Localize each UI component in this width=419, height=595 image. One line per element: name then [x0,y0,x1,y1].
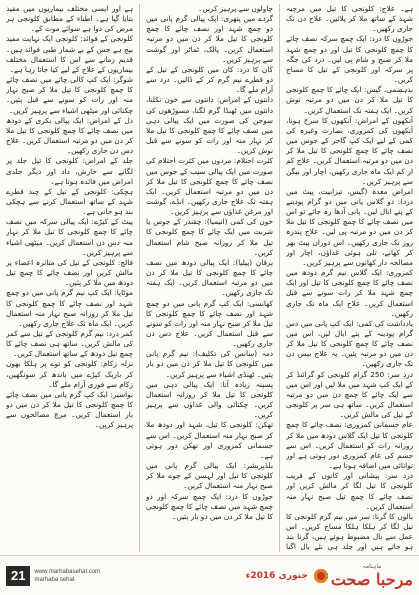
article-paragraph: نزلہ زکام: کلونجی کو توے پر ہلکا بھون کر باریک کپڑے میں باندھ کر سونگھیں، زکام سے فوری آرام ملے گا۔ [6,359,133,389]
article-paragraph: کلونجی کے فوائد: کلونجی ایک نہایت مفید بیج ہے جس کے بے شمار طبی فوائد ہیں۔ قدیم زمانے سے اس کا استعمال مختلف بیماریوں کے علاج کے لیے کیا جاتا رہا ہے۔ [6,34,133,74]
magazine-logo [314,563,413,589]
article-paragraph: خون کی کمی (انیمیا): چقندر کے جوس یا شربت میں ایک چائے کا چمچ کلونجی کا تیل ملا کر روزانہ صبح شام استعمال کریں۔ [146,217,273,257]
text-columns [6,4,413,552]
article-paragraph: بواسیر: ایک کپ گرم پانی میں نصف چائے کا چمچ کلونجی کا تیل ملا کر دن میں دو بار استعمال کریں۔ مرچ مصالحوں سے پرہیز کریں۔ [6,389,133,430]
page-footer [0,555,419,595]
logo-emblem-icon [314,569,328,583]
article-paragraph: پیٹ کے کیڑے: ایک پیالی سرکہ میں نصف چائے کا چمچ کلونجی کا تیل ملا کر نہار منہ دس دن استعمال کریں۔ میٹھی اشیاء سے پرہیز کریں۔ [6,217,133,257]
article-paragraph: دردِ سر: 250 گرام کلونجی کو گرائنڈ کر کے ایک کپ شہد میں ملا لیں اور اس میں سے ایک چائے کا چمچ دن میں دو مرتبہ استعمال کریں۔ ساتھ ہی سر پر کلونجی کے تیل کی مالش کریں۔ [286,369,413,420]
column-right [286,4,413,552]
article-paragraph: بلڈپریشر: ایک پیالی گرم پانی میں کلونجی کا تیل اور لہسن کے جوے ملا کر صبح نہار منہ استعمال کریں۔ [146,461,273,491]
article-paragraph: پسینہ زیادہ آنا: ایک پیالی دہی میں کلونجی کا تیل ملا کر روزانہ استعمال کریں۔ چکنائی والی غذاؤں سے پرہیز کریں۔ [146,379,273,420]
article-paragraph: فالج: کلونجی کے تیل کی متاثرہ اعضاء پر مالش کریں اور نصف چائے کا چمچ تیل دودھ میں ملا کر پئیں۔ [6,257,133,288]
logo-subtitle: ماہنامہ [362,562,382,570]
article-paragraph: کمر درد: نیم گرم کلونجی کے تیل سے کمر کی مالش کریں۔ ساتھ ہی نصف چائے کا چمچ تیل دودھ کے ساتھ استعمال کریں۔ [6,329,133,359]
column-divider [279,4,280,552]
article-paragraph: بدہضمی، گیس: ایک چائے کا چمچ کلونجی کا تیل ملا کر دن میں دو مرتبہ نوش کریں۔ ایک ہفتہ تک استعمال کریں۔ [286,85,413,115]
article-paragraph: عام جسمانی کمزوری: نصف چائے کا چمچ کلونجی کا تیل ایک گلاس دودھ میں ملا کر روزانہ رات کو استعمال کریں۔ اس سے جسم کی عام کمزوری دور ہوتی ہے اور توانائی میں اضافہ ہوتا ہے۔ [286,420,413,471]
column-left [6,4,133,552]
article-paragraph: بالوں کا گرنا: سر میں نیم گرم کلونجی کا تیل لگا کر ہلکا ہلکا مساج کریں۔ اس عمل سے بال مضبوط ہوتے ہیں، گرنا بند ہو جاتے ہیں اور جلد ہی نئے بال اگنا [286,511,413,552]
article-paragraph: یادداشت کی کمی: ایک کپ پانی میں دس گرام پودینہ کے پتے ابال لیں، اس میں نصف چائے کا چمچ کلونجی کا تیل ملا کر دن میں دو مرتبہ پئیں۔ یہ علاج بیس دن تک جاری رکھیں۔ [286,318,413,369]
article-paragraph: موٹاپا: ایک کپ نیم گرم پانی میں دو چمچ شہد اور نصف چائے کا چمچ کلونجی کا تیل ملا کر روزانہ صبح نہار منہ استعمال کریں۔ ایک ماہ تک علاج جاری رکھیں۔ [6,288,133,328]
article-paragraph: یرقان (پیلیا): ایک پیالی دودھ میں نصف چائے کا چمچ کلونجی کا تیل ملا کر دن میں دو مرتبہ استعمال کریں۔ ایک ہفتہ تک جاری رکھیں۔ [146,257,273,298]
website-url[interactable]: www.marhabasehat.com [34,568,101,575]
article-paragraph: گردے میں پتھری: ایک پیالی گرم پانی میں دو چمچ شہد اور نصف چائے کا چمچ کلونجی کا تیل ملا کر دن میں دو مرتبہ استعمال کریں۔ پالک، ٹماٹر اور گوشت سے پرہیز کریں۔ [146,14,273,64]
article-paragraph: چاولوں سے پرہیز کریں۔ [198,4,273,13]
column-divider [139,4,140,552]
page-number: 21 [6,566,30,586]
article-paragraph: ہچکی: کلونجی کے تیل کے چند قطرے شہد کے ساتھ استعمال کرنے سے ہچکی بند ہو جاتی ہے۔ [6,186,133,217]
footer-right [246,563,413,589]
website-info [34,568,100,584]
article-paragraph: امراض معدہ (گیس، تیزابیت، پیٹ میں درد): دو گلاس پانی میں دو گرام پودینے کے پتے ابال لیں۔ پانی آدھا رہ جائے تو اس میں نصف چائے کا چمچ کلونجی کا تیل ملا کر دن میں دو مرتبہ پی لیں۔ علاج پندرہ روز تک جاری رکھیں۔ اس دوران پیٹ بھر کر کھانے، تلی ہوئی غذاؤں، اچار اور مصالحہ دار کھانوں سے پرہیز کریں۔ [286,186,413,267]
article-paragraph: کان کا درد: کان میں کلونجی کے تیل کے دو قطرے نیم گرم کر کے ڈالیں۔ درد سے آرام ملے گا۔ [146,64,273,95]
logo-title: مرحبا صحت [330,569,413,589]
article-paragraph: دانتوں کے امراض: دانتوں سے خون نکلنا، دانتوں میں ٹھنڈا گرم لگنا، مسوڑھوں کی سوجن کی صورت میں ایک پیالی دہی میں نصف چائے کا چمچ کلونجی کا تیل ملا کر نہار منہ اور رات کو سونے سے قبل نوش کریں۔ [146,95,273,156]
article-paragraph: شوگر: ایک کپ کالی چائے میں نصف چائے کا چمچ کلونجی کا تیل ملا کر صبح نہار منہ اور رات کو سونے سے قبل پئیں۔ چکنائی اور میٹھی اشیاء سے پرہیز کریں۔ [6,75,133,115]
article-paragraph: تھکن: کلونجی کا تیل، شہد اور دودھ ملا کر صبح نہار منہ استعمال کریں۔ اس سے جسمانی کمزوری اور تھکن دور ہوتی ہے۔ [146,420,273,460]
article-paragraph: کمزوری: ایک گلاس نیم گرم دودھ میں نصف چائے کا چمچ کلونجی کا تیل اور ایک چمچ شہد ملا کر رات سونے سے قبل استعمال کریں۔ علاج ایک ماہ تک جاری رکھیں۔ [286,268,413,318]
article-paragraph: آنکھوں کے امراض: آنکھوں کا سرخ ہونا، آنکھوں کی کمزوری، بصارت وغیرہ کی کمی کے لیے ایک کپ گاجر کے جوس میں نصف چائے کا چمچ کلونجی کا تیل ملا کر دن میں دو مرتبہ استعمال کریں۔ علاج کم از کم ایک ماہ جاری رکھیں، اچار اور بیگن سے پرہیز کریں۔ [286,115,413,186]
article-paragraph: جوڑوں کا درد: ایک چمچ سرکہ اور دو چمچ شہد میں نصف چائے کا چمچ کلونجی کا تیل ملا کر دن میں دو بار پئیں۔ [146,491,273,521]
issue-date: جنوری 2016ء [245,570,308,581]
article-paragraph: درد سر: پیشانی اور کانوں کے قریب کلونجی کا تیل لگا کر مالش کریں اور نصف چائے کا چمچ تیل صبح نہار منہ استعمال کریں۔ [286,471,413,511]
article-paragraph: ہے اور ایسی مختلف بیماریوں میں مفید بتایا گیا ہے۔ اطباء کے مطابق کلونجی ہر مرض کی دوا ہے سوائے موت کے۔ [6,4,133,34]
article-paragraph: دمہ (سانس کی تکلیف): نیم گرم پانی میں کلونجی کا تیل ملا کر دن میں دو بار پئیں۔ ٹھنڈی اشیاء سے پرہیز کریں۔ [146,349,273,379]
footer-left [6,566,100,586]
article-paragraph: جوڑوں کا درد: ایک چمچ سرکہ نصف چائے کا چمچ کلونجی کا تیل اور دو چمچ شہد ملا کر صبح و شام پی لیں۔ درد کی جگہ پر سرکہ اور کلونجی کے تیل کا مساج کریں۔ [286,34,413,85]
article-paragraph: ہے۔ علاج: کلونجی کا تیل میں مرچیہ شہد کے ساتھ ملا کر پلائیں۔ علاج دن تک جاری رکھیں۔ [286,4,413,34]
article-paragraph: دل کے امراض: ایک پیالی بکری کے دودھ میں نصف چائے کا چمچ کلونجی کا تیل ملا کر دن میں دو مرتبہ استعمال کریں۔ علاج دس دن جاری رکھیں۔ [6,115,133,156]
column-middle [146,4,273,552]
article-paragraph: کثرت احتلام: مردوں میں کثرت احتلام کی صورت میں ایک پیالی سیب کے جوس میں نصف چائے کا چمچ کلونجی کا تیل ملا کر دن میں دو مرتبہ استعمال کریں۔ ایک ہفتہ تک علاج جاری رکھیں۔ انڈے، گوشت اور مرغن غذاؤں سے پرہیز کریں۔ [146,156,273,217]
logo-text-wrap [331,563,413,589]
article-paragraph: کھانسی: ایک کپ گرم پانی میں دو چمچ شہد اور نصف چائے کا چمچ کلونجی کا تیل ملا کر صبح نہار منہ اور رات کو سونے سے قبل استعمال کریں۔ علاج دس دن جاری رکھیں۔ [146,298,273,349]
website-name: marhaba sehat [34,576,75,583]
article-paragraph: جلد کے امراض: کلونجی کا تیل جلد پر لگانے سے خارش، داد اور دیگر جلدی امراض میں فائدہ ہوتا ہے۔ [6,156,133,186]
